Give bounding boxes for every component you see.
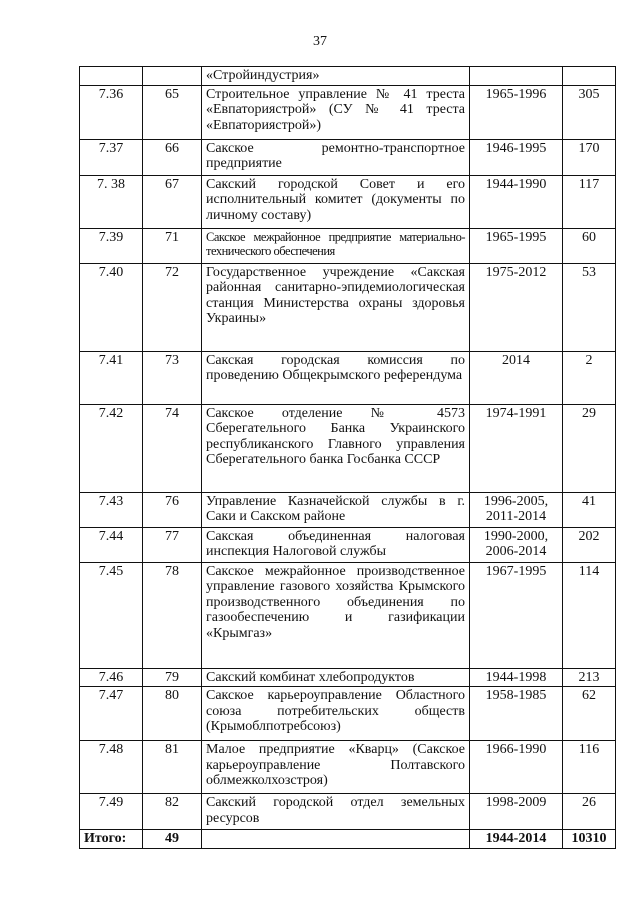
table-row — [80, 351, 616, 404]
fund-name: Государственное учреждение «Сакская районная санитарно-эпидемиологическая станция Министерства охраны здоровья Украины» — [202, 263, 470, 351]
file-count — [563, 67, 616, 86]
date-range: 1965-1996 — [470, 85, 563, 139]
total-date-range: 1944-2014 — [470, 830, 563, 849]
date-range: 1990-2000, 2006-2014 — [470, 527, 563, 562]
row-index — [80, 67, 143, 86]
date-range: 1966-1990 — [470, 741, 563, 794]
fund-number — [143, 67, 202, 86]
row-index: 7.45 — [80, 562, 143, 668]
date-range: 1974-1991 — [470, 404, 563, 492]
table-row — [80, 562, 616, 668]
fund-name: Сакское межрайонное предприятие материально-технического обеспечения — [202, 228, 470, 263]
fund-number: 65 — [143, 85, 202, 139]
date-range: 1975-2012 — [470, 263, 563, 351]
row-index: 7.39 — [80, 228, 143, 263]
file-count: 116 — [563, 741, 616, 794]
file-count: 114 — [563, 562, 616, 668]
fund-name: Сакское межрайонное производственное управление газового хозяйства Крымского производственного объединения по газообеспечению и газификации «Крымгаз» — [202, 562, 470, 668]
fund-number: 82 — [143, 794, 202, 830]
table-row — [80, 139, 616, 175]
fund-name: Сакское ремонтно-транспортное предприятие — [202, 139, 470, 175]
fund-name: Сакское отделение № 4573 Сберегательного Банка Украинского республиканского Главного управления Сберегательного банка Госбанка СССР — [202, 404, 470, 492]
file-count: 305 — [563, 85, 616, 139]
page-number: 37 — [313, 34, 327, 49]
table-row — [80, 668, 616, 687]
table-row — [80, 228, 616, 263]
date-range: 1996-2005, 2011-2014 — [470, 492, 563, 527]
date-range: 1958-1985 — [470, 687, 563, 741]
fund-number: 71 — [143, 228, 202, 263]
table-row — [80, 492, 616, 527]
fund-name: Сакское карьероуправление Областного союза потребительских обществ (Крымоблпотребсоюз) — [202, 687, 470, 741]
file-count: 170 — [563, 139, 616, 175]
fund-number: 73 — [143, 351, 202, 404]
fund-name: Сакская объединенная налоговая инспекция Налоговой службы — [202, 527, 470, 562]
row-index: 7.42 — [80, 404, 143, 492]
file-count: 60 — [563, 228, 616, 263]
table-row — [80, 404, 616, 492]
file-count: 29 — [563, 404, 616, 492]
fund-name: Малое предприятие «Кварц» (Сакское карьероуправление Полтавского облмежколхозстроя) — [202, 741, 470, 794]
row-index: 7.41 — [80, 351, 143, 404]
row-index: 7.37 — [80, 139, 143, 175]
row-index: 7. 38 — [80, 175, 143, 228]
file-count: 41 — [563, 492, 616, 527]
row-index: 7.46 — [80, 668, 143, 687]
total-fund-count: 49 — [143, 830, 202, 849]
table-row — [80, 175, 616, 228]
fund-name: Строительное управление № 41 треста «Евпаториястрой» (СУ № 41 треста «Евпаториястрой») — [202, 85, 470, 139]
date-range: 1944-1990 — [470, 175, 563, 228]
date-range — [470, 67, 563, 86]
fund-number: 77 — [143, 527, 202, 562]
fund-name: «Стройиндустрия» — [202, 67, 470, 86]
fund-registry-table — [79, 66, 616, 849]
table-row — [80, 527, 616, 562]
fund-name: Сакский городской отдел земельных ресурсов — [202, 794, 470, 830]
total-row — [80, 830, 616, 849]
date-range: 1944-1998 — [470, 668, 563, 687]
fund-number: 78 — [143, 562, 202, 668]
file-count: 26 — [563, 794, 616, 830]
file-count: 53 — [563, 263, 616, 351]
file-count: 117 — [563, 175, 616, 228]
fund-number: 79 — [143, 668, 202, 687]
row-index: 7.40 — [80, 263, 143, 351]
fund-number: 81 — [143, 741, 202, 794]
row-index: 7.43 — [80, 492, 143, 527]
file-count: 62 — [563, 687, 616, 741]
fund-number: 67 — [143, 175, 202, 228]
fund-number: 80 — [143, 687, 202, 741]
fund-number: 76 — [143, 492, 202, 527]
row-index: 7.47 — [80, 687, 143, 741]
table-row — [80, 741, 616, 794]
fund-number: 74 — [143, 404, 202, 492]
row-index: 7.36 — [80, 85, 143, 139]
fund-number: 66 — [143, 139, 202, 175]
fund-name: Сакский городской Совет и его исполнительный комитет (документы по личному составу) — [202, 175, 470, 228]
total-name — [202, 830, 470, 849]
file-count: 2 — [563, 351, 616, 404]
table-row — [80, 687, 616, 741]
table-row — [80, 263, 616, 351]
file-count: 213 — [563, 668, 616, 687]
date-range: 1965-1995 — [470, 228, 563, 263]
row-index: 7.48 — [80, 741, 143, 794]
file-count: 202 — [563, 527, 616, 562]
table-row — [80, 67, 616, 86]
date-range: 1967-1995 — [470, 562, 563, 668]
table-row — [80, 794, 616, 830]
date-range: 1946-1995 — [470, 139, 563, 175]
date-range: 1998-2009 — [470, 794, 563, 830]
row-index: 7.44 — [80, 527, 143, 562]
fund-name: Сакская городская комиссия по проведению Общекрымского референдума — [202, 351, 470, 404]
fund-name: Сакский комбинат хлебопродуктов — [202, 668, 470, 687]
table-row — [80, 85, 616, 139]
row-index: 7.49 — [80, 794, 143, 830]
total-file-count: 10310 — [563, 830, 616, 849]
date-range: 2014 — [470, 351, 563, 404]
fund-number: 72 — [143, 263, 202, 351]
total-label: Итого: — [80, 830, 143, 849]
fund-name: Управление Казначейской службы в г. Саки и Сакском районе — [202, 492, 470, 527]
